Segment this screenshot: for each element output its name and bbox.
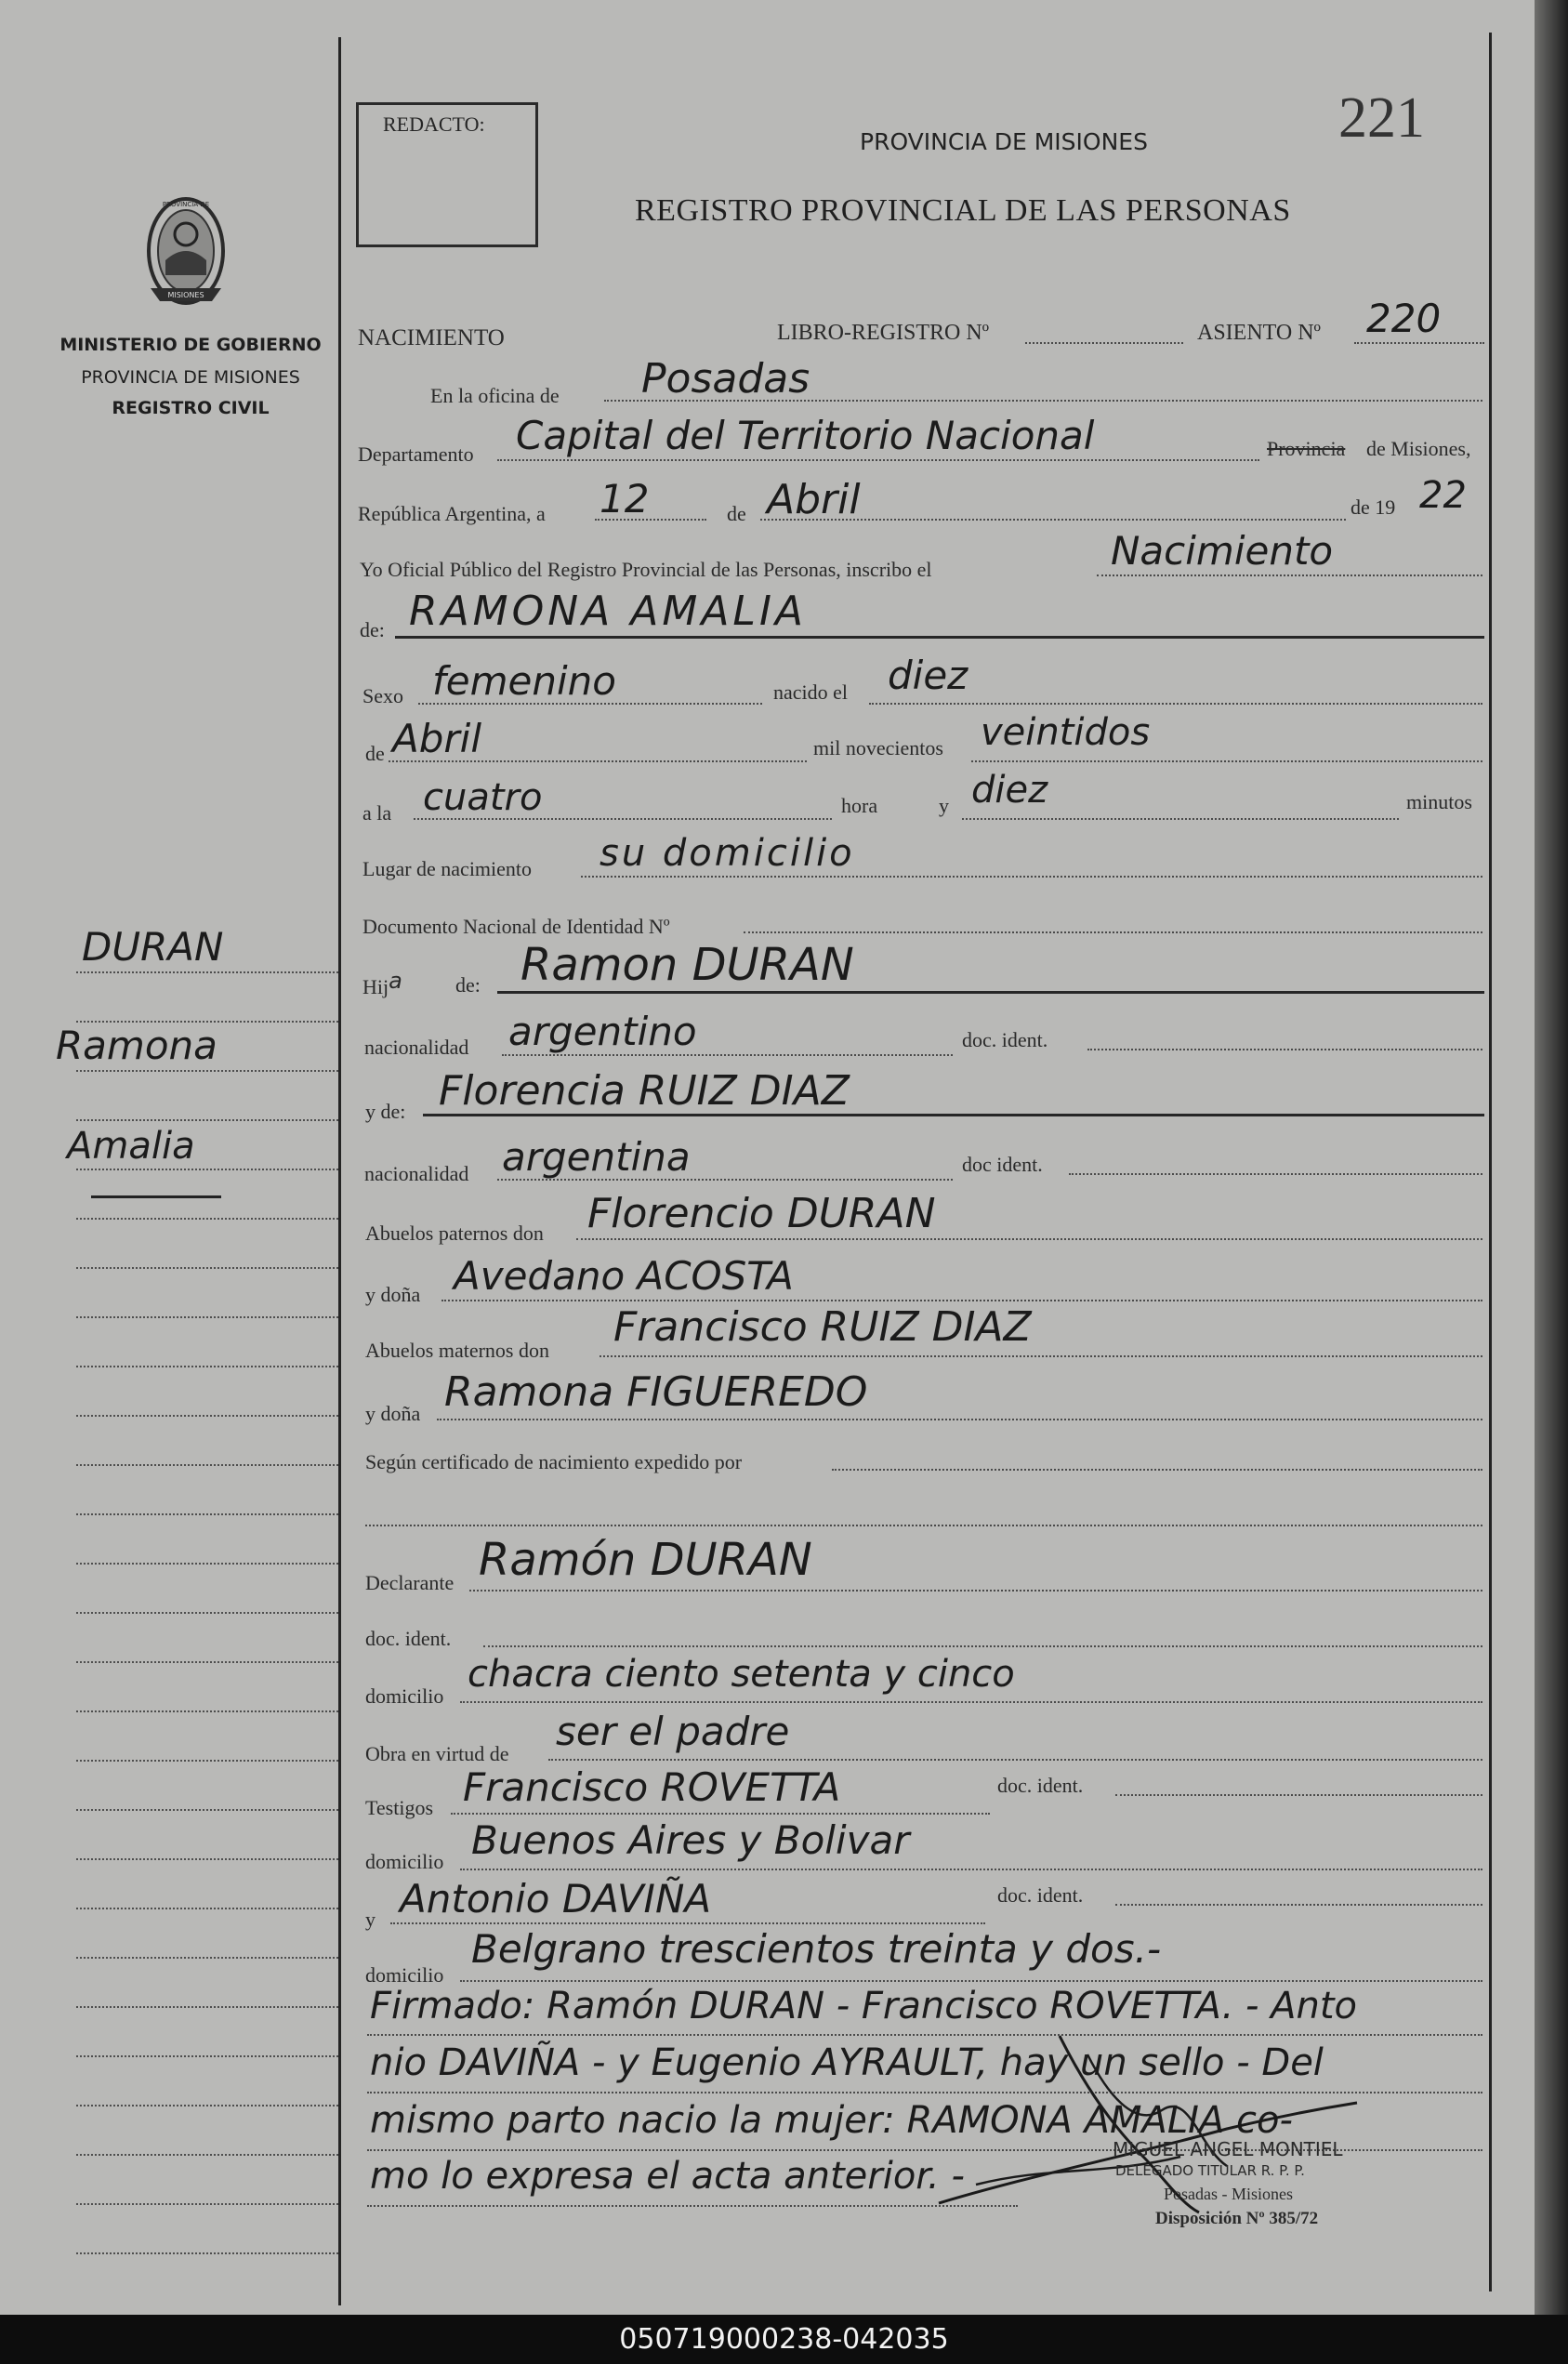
oficina-value: Posadas [641,355,810,403]
inscribo-value: Nacimiento [1111,528,1334,574]
nacionalidad-padre-label: nacionalidad [364,1036,469,1059]
margin-ruled-line [76,1267,338,1269]
official-signature [920,2017,1403,2222]
departamento-value: Capital del Territorio Nacional [516,413,1095,458]
margin-ruled-line [76,1513,338,1515]
republica-label: República Argentina, a [358,502,546,525]
yo-oficial-text: Yo Oficial Público del Registro Provincial de las Personas, inscribo el [360,558,932,581]
margin-ruled-line [76,2055,338,2057]
abuelos-maternos-label: Abuelos maternos don [365,1339,549,1362]
hija-de-label: de: [455,973,481,997]
y-label: y [939,794,949,817]
margin-ruled-line [76,1858,338,1860]
docident-declarante-label: doc. ident. [365,1627,452,1650]
yde-label: y de: [365,1100,406,1123]
margin-underline [91,1195,221,1198]
stamp-line-4: Disposición Nº 385/72 [1155,2209,1319,2228]
abuela-paterna-value: Avedano ACOSTA [454,1253,794,1299]
abuelo-paterno-value: Florencio DURAN [587,1190,936,1237]
y2-label: y [365,1908,376,1931]
minutos-value: diez [971,769,1048,812]
hija-label [362,968,402,999]
de2-label: de [365,742,385,765]
margin-ruled-line [76,1809,338,1811]
de-label: de [727,502,746,525]
stamp-line-2: DELEGADO TITULAR R. P. P. [1115,2162,1305,2179]
mes2-value: Abril [392,716,481,761]
docident-padre-label: doc. ident. [962,1028,1048,1051]
ministry-line-2: PROVINCIA DE MISIONES [81,367,300,388]
provincia-struck: Provincia [1267,437,1346,460]
margin-ruled-line [76,2006,338,2008]
margin-ruled-line [76,1957,338,1959]
redacto-box [356,102,538,247]
note-line-4: mo lo expresa el acta anterior. - [370,2155,965,2198]
docident-madre-label: doc ident. [962,1153,1043,1176]
margin-surname: DURAN [82,924,224,970]
libro-label: LIBRO-REGISTRO Nº [777,321,990,345]
testigos-label: Testigos [365,1796,434,1819]
testigo1-value: Francisco ROVETTA [463,1764,841,1810]
note-line-3: mismo parto nacio la mujer: RAMONA AMALIA co- [370,2099,1293,2142]
right-border [1489,33,1492,2291]
margin-name-2: Amalia [67,1125,195,1168]
folio-number: 221 [1338,86,1425,150]
obra-value: ser el padre [556,1709,790,1754]
ministry-line-3: REGISTRO CIVIL [112,398,270,418]
margin-ruled-line [76,1415,338,1417]
margin-ruled-line [76,1464,338,1466]
madre-value: Florencia RUIZ DIAZ [439,1067,850,1115]
margin-ruled-line [76,2252,338,2254]
sexo-label: Sexo [362,684,403,707]
ydona-materna-label: y doña [365,1402,421,1425]
coat-of-arms-emblem [138,186,234,316]
note-line-1: Firmado: Ramón DURAN - Francisco ROVETTA. - Anto [370,1985,1358,2027]
margin-ruled-line [76,1760,338,1762]
minutos-label: minutos [1406,790,1472,813]
margin-ruled-line [76,2203,338,2205]
margin-ruled-line [76,1563,338,1565]
hora-label: hora [841,794,878,817]
margin-ruled-line [76,1366,338,1367]
svg-text:PROVINCIA DE: PROVINCIA DE [162,201,210,208]
note-line-2: nio DAVIÑA - y Eugenio AYRAULT, hay un sello - Del [370,2041,1324,2084]
domicilio-declarante-label: domicilio [365,1684,444,1708]
anio-value: 22 [1419,474,1467,517]
abuelo-materno-value: Francisco RUIZ DIAZ [613,1303,1032,1351]
margin-name-1: Ramona [56,1023,217,1068]
mil-label: mil novecientos [813,736,943,759]
asiento-label: ASIENTO Nº [1197,321,1321,345]
padre-value: Ramon DURAN [520,939,854,991]
domicilio-testigo1-label: domicilio [365,1850,444,1873]
documento-label: Documento Nacional de Identidad Nº [362,915,670,938]
hija-suffix: a [389,968,402,994]
nacido-label: nacido el [773,680,849,704]
hija-prefix: Hij [362,975,389,998]
nacimiento-label: NACIMIENTO [358,325,505,350]
page-edge [1535,0,1568,2315]
misiones-label: de Misiones, [1366,437,1471,460]
province-heading: PROVINCIA DE MISIONES [860,128,1148,155]
testigo2-value: Antonio DAVIÑA [400,1876,712,1922]
declarante-label: Declarante [365,1571,455,1594]
stamp-line-3: Posadas - Misiones [1164,2185,1293,2203]
domicilio-testigo2-label: domicilio [365,1963,444,1987]
margin-ruled-line [76,971,338,973]
abuela-materna-value: Ramona FIGUEREDO [444,1368,868,1416]
nacionalidad-madre-label: nacionalidad [364,1162,469,1185]
nac-madre-value: argentina [502,1134,691,1180]
dia-value: 12 [600,476,650,522]
abuelos-paternos-label: Abuelos paternos don [365,1222,544,1245]
ydona-paterna-label: y doña [365,1283,421,1306]
docident-testigo1-label: doc. ident. [997,1774,1084,1797]
margin-ruled-line [76,1316,338,1318]
hora-value: cuatro [423,776,543,819]
testigo1-domicilio-value: Buenos Aires y Bolivar [471,1817,910,1863]
nac-padre-value: argentino [508,1009,697,1054]
anio2-value: veintidos [981,711,1151,754]
declarante-value: Ramón DURAN [479,1534,812,1586]
nombre-value: RAMONA AMALIA [409,588,808,635]
oficina-label: En la oficina de [430,384,560,407]
domicilio-declarante-value: chacra ciento setenta y cinco [468,1653,1015,1696]
margin-ruled-line [76,2105,338,2106]
margin-ruled-line [76,1908,338,1909]
redacto-label: REDACTO: [383,112,485,136]
margin-ruled-line [76,1070,338,1072]
docident-testigo2-label: doc. ident. [997,1883,1084,1907]
departamento-label: Departamento [358,442,474,466]
testigo2-domicilio-value: Belgrano trescientos treinta y dos.- [471,1926,1162,1972]
segun-label: Según certificado de nacimiento expedido por [365,1450,743,1473]
margin-ruled-line [76,1169,338,1170]
margin-ruled-line [76,2154,338,2156]
margin-ruled-line [76,1119,338,1121]
margin-ruled-line [76,1710,338,1712]
svg-text:MISIONES: MISIONES [167,291,204,299]
stamp-line-1: MIGUEL ANGEL MONTIEL [1113,2138,1343,2160]
margin-ruled-line [76,1021,338,1023]
sexo-value: femenino [432,658,616,704]
margin-ruled-line [76,1661,338,1663]
lugar-label: Lugar de nacimiento [362,857,533,880]
nacido-value: diez [888,653,968,698]
margin-ruled-line [76,1218,338,1220]
registry-title: REGISTRO PROVINCIAL DE LAS PERSONAS [635,193,1291,228]
margin-ruled-line [76,1612,338,1614]
margin-divider [338,37,341,2305]
asiento-value: 220 [1366,296,1442,341]
ala-label: a la [362,801,392,825]
mes-value: Abril [767,476,861,523]
obra-label: Obra en virtud de [365,1742,509,1765]
ministry-line-1: MINISTERIO DE GOBIERNO [59,335,322,355]
nombre-de-label: de: [360,618,385,641]
lugar-value: su domicilio [600,832,855,875]
footer-barcode-number: 050719000238-042035 [0,2315,1568,2364]
anio-prefix: de 19 [1351,495,1396,519]
